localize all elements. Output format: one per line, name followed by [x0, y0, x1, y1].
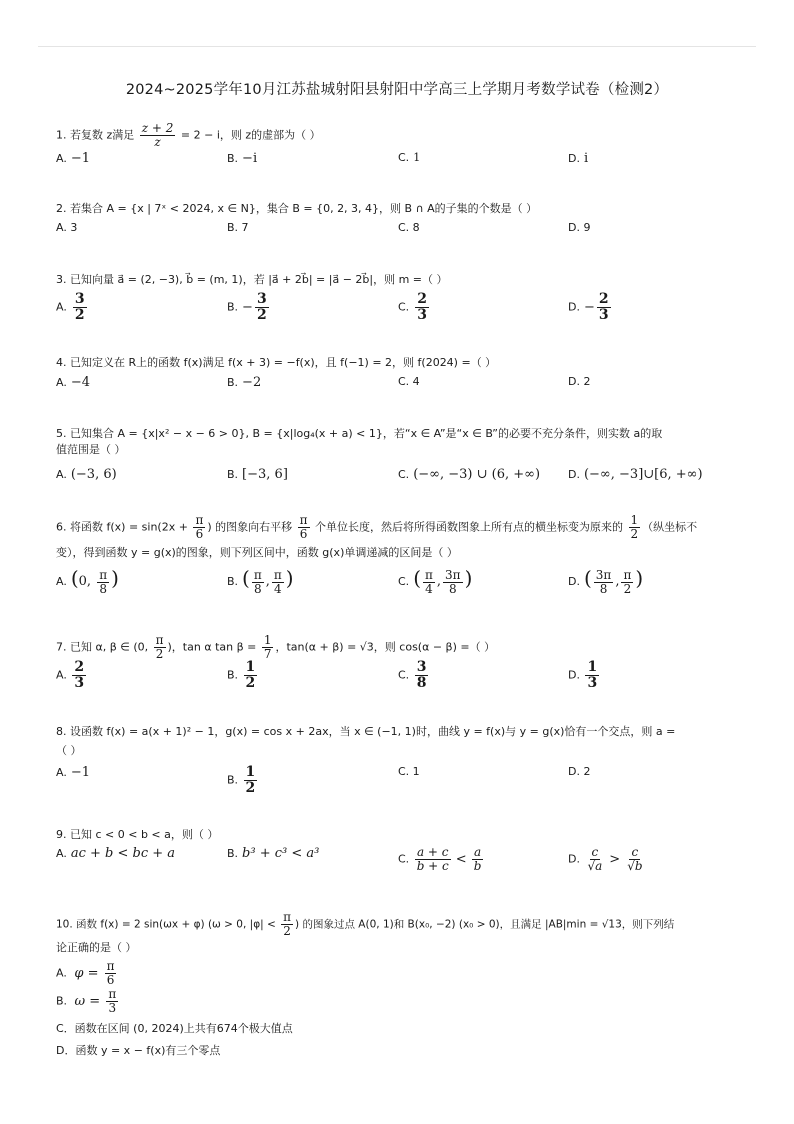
q10-frac — [281, 911, 293, 938]
frac-num: 3π — [445, 567, 461, 582]
option-fraction — [106, 988, 118, 1015]
q5-option-d[interactable] — [568, 467, 703, 482]
q2-option-b[interactable]: B. 7 — [227, 221, 249, 234]
option-label: B. — [227, 773, 239, 787]
q9-option-a[interactable] — [56, 846, 175, 861]
frac-num: π — [106, 959, 115, 973]
interval-end-fraction — [272, 569, 284, 596]
option-value: ac + b < bc + a — [70, 846, 176, 861]
frac-den: 8 — [599, 581, 608, 596]
question-2: 2. 若集合 A = {x | 7ˣ < 2024, x ∈ N}，集合 B = {0, 2, 3, 4}，则 B ∩ A的子集的个数是（ ） — [56, 202, 538, 215]
frac-num: 3 — [256, 291, 267, 307]
q5-options — [56, 467, 736, 507]
option-label: D. — [568, 668, 580, 682]
option-fraction — [72, 660, 86, 691]
q7-text-mid: )，tan α tan β = — [167, 640, 260, 654]
option-label: A. — [56, 668, 67, 682]
option-label: B. — [227, 152, 239, 165]
frac-num: c — [631, 845, 639, 859]
frac-num: 2 — [598, 291, 609, 307]
rhs-fraction — [625, 846, 644, 873]
question-4: 4. 已知定义在 R上的函数 f(x)满足 f(x + 3) = −f(x)，且 f(−1) = 2，则 f(2024) =（ ） — [56, 356, 497, 369]
frac-num: π — [425, 567, 433, 582]
q6-text-c: 个单位长度，然后将所得函数图象上所有点的横坐标变为原来的 — [311, 520, 627, 534]
question-9: 9. 已知 c < 0 < b < a，则（ ） — [56, 828, 219, 841]
question-6 — [56, 514, 746, 561]
option-label: B. — [227, 847, 239, 860]
option-fraction — [244, 765, 258, 796]
q1-fraction — [140, 122, 176, 149]
lhs-fraction — [415, 846, 451, 873]
q6-option-c[interactable]: C. ( $\frac{\pi}{4}$ , $\frac{3\pi}{8}$ ) — [398, 566, 473, 596]
frac-den: 2 — [283, 924, 291, 938]
q6-frac-1 — [193, 514, 205, 541]
option-value: b³ + c³ < a³ — [242, 846, 320, 861]
q4-option-a[interactable] — [56, 375, 90, 390]
interval-end-fraction — [443, 569, 463, 596]
question-10 — [56, 911, 746, 956]
q3-option-a[interactable] — [56, 292, 89, 323]
q2-options — [56, 221, 736, 261]
frac-den: √a — [587, 859, 603, 873]
question-8 — [56, 724, 746, 759]
option-sign: − — [583, 299, 595, 315]
frac-num: 1 — [245, 764, 256, 780]
interval-end-fraction — [621, 569, 633, 596]
question-5 — [56, 426, 746, 458]
q10-option-c[interactable]: C．函数在区间 (0, 2024)上共有674个极大值点 — [56, 1022, 293, 1035]
frac-den: 2 — [245, 675, 256, 691]
frac-num: π — [283, 910, 292, 924]
frac-den: 3 — [598, 307, 609, 323]
q5-option-a[interactable] — [56, 467, 117, 482]
q6-frac-2 — [298, 514, 310, 541]
option-label: B. — [227, 575, 239, 588]
frac-num: 2 — [417, 291, 427, 307]
q5-line-2: 值范围是（ ） — [56, 443, 126, 456]
q7-frac-1 — [154, 634, 166, 661]
q6-option-a[interactable]: A. (0, $\frac{\pi}{8}$ ) — [56, 566, 119, 596]
q8-line-2: （ ） — [56, 744, 82, 757]
option-value: (−∞, −3]∪[6, +∞) — [583, 467, 703, 482]
frac-num: 3 — [416, 659, 427, 675]
q10-line-2: 论正确的是（ ） — [56, 941, 137, 954]
option-label: C. — [398, 151, 410, 164]
frac-den: 2 — [630, 527, 639, 541]
frac-den: 8 — [253, 581, 262, 596]
q7-text-pre: 7. 已知 α, β ∈ (0, — [56, 640, 152, 654]
q10-line-1 — [56, 911, 746, 938]
frac-num: 1 — [587, 659, 598, 675]
q3-option-d[interactable] — [568, 292, 613, 323]
frac-den: 2 — [245, 780, 256, 796]
option-value: −1 — [70, 765, 90, 780]
option-label: A. — [56, 376, 67, 389]
frac-den: 6 — [299, 527, 308, 541]
q7-option-b[interactable] — [227, 660, 259, 691]
q8-option-b[interactable] — [227, 765, 259, 796]
q2-option-c[interactable]: C. 8 — [398, 221, 420, 234]
frac-num: a + c — [416, 845, 449, 859]
q5-line-1: 5. 已知集合 A = {x|x² − x − 6 > 0}, B = {x|log₄(x + a) < 1}，若“x ∈ A”是“x ∈ B”的必要不充分条件，则实数 a的取 — [56, 427, 663, 440]
option-fraction — [73, 292, 87, 323]
option-label: D. — [568, 575, 580, 588]
q4-option-b[interactable] — [227, 375, 261, 390]
option-value: (−3, 6) — [70, 467, 117, 482]
frac-den: 4 — [425, 581, 433, 596]
comparison-op: < — [455, 851, 467, 867]
q7-text-post: ，tan(α + β) = √3，则 cos(α − β) =（ ） — [275, 640, 496, 654]
frac-num: 1 — [630, 513, 639, 527]
q10-text-pre: 10. 函数 f(x) = 2 sin(ωx + φ) (ω > 0, |φ| < — [56, 918, 280, 931]
q6-option-d[interactable]: D. ( $\frac{3\pi}{8}$ , $\frac{\pi}{2}$ ) — [568, 566, 644, 596]
option-label: B. — [227, 300, 239, 314]
q6-line-2: 变），得到函数 y = g(x)的图象，则下列区间中，函数 g(x)单调递减的区间是（ ） — [56, 546, 458, 559]
frac-den: 6 — [195, 527, 204, 541]
q8-option-c[interactable]: C. 1 — [398, 765, 420, 778]
option-fraction — [244, 660, 258, 691]
q4-option-c[interactable]: C. 4 — [398, 375, 420, 388]
frac-num: π — [99, 567, 108, 582]
interval-start-fraction — [423, 569, 435, 596]
option-fraction — [105, 960, 117, 987]
q7-option-a[interactable] — [56, 660, 88, 691]
q1-option-c[interactable] — [398, 151, 420, 164]
frac-den: 2 — [155, 647, 164, 661]
q1-option-d[interactable] — [568, 151, 588, 166]
q10-text-post: ) 的图象过点 A(0, 1)和 B(x₀, −2) (x₀ > 0)，且满足 |AB|min = √13，则下列结 — [295, 918, 675, 931]
q3-option-c[interactable] — [398, 292, 431, 323]
q4-options — [56, 375, 736, 415]
q6-options — [56, 566, 736, 606]
option-value: −i — [242, 151, 258, 166]
header-divider — [38, 46, 756, 47]
q7-frac-2 — [262, 634, 274, 661]
frac-num: a — [473, 845, 482, 859]
option-value: 1 — [413, 151, 421, 164]
lhs-fraction — [585, 846, 604, 873]
option-label: B. — [227, 376, 239, 389]
option-label: B. — [56, 994, 68, 1008]
frac-den: 3 — [74, 675, 85, 691]
option-label: C. — [398, 852, 410, 866]
q1-option-a[interactable] — [56, 151, 90, 166]
q1-options — [56, 151, 736, 191]
option-value: [−3, 6] — [242, 467, 288, 482]
option-label: A. — [56, 966, 67, 980]
frac-den: 2 — [74, 307, 85, 323]
option-label: C. — [398, 300, 410, 314]
option-fraction — [415, 660, 429, 691]
option-variable: φ = — [74, 965, 103, 981]
option-value: −2 — [242, 375, 262, 390]
q1-option-b[interactable] — [227, 151, 257, 166]
frac-den: 6 — [106, 973, 115, 987]
option-label: A. — [56, 575, 67, 588]
page-title: 2024~2025学年10月江苏盐城射阳县射阳中学高三上学期月考数学试卷（检测2） — [125, 82, 669, 98]
interval-start-fraction — [594, 569, 614, 596]
q6-text-a: 6. 将函数 f(x) = sin(2x + — [56, 520, 192, 534]
frac-num: 3π — [595, 567, 612, 582]
q10-option-a[interactable] — [56, 960, 118, 987]
interval-end-fraction — [97, 569, 109, 596]
option-fraction — [255, 292, 269, 323]
question-3: 3. 已知向量 a⃗ = (2, −3), b⃗ = (m, 1)，若 |a⃗ + 2b⃗| = |a⃗ − 2b⃗|，则 m =（ ） — [56, 273, 448, 286]
q2-option-d[interactable]: D. 9 — [568, 221, 591, 234]
q10-option-b[interactable] — [56, 988, 120, 1015]
frac-num: c — [591, 845, 599, 859]
frac-den: 7 — [263, 647, 272, 661]
frac-den: 4 — [274, 581, 282, 596]
frac-num: 1 — [245, 659, 256, 675]
frac-den: 8 — [99, 581, 107, 596]
option-value: −1 — [70, 151, 90, 166]
q6-text-b: ) 的图象向右平移 — [207, 520, 296, 534]
q3-option-b[interactable] — [227, 292, 271, 323]
option-value: (−∞, −3) ∪ (6, +∞) — [413, 467, 541, 482]
q1-stem-pre: 1. 若复数 z满足 — [56, 128, 138, 142]
option-label: C. — [398, 468, 410, 481]
q8-line-1: 8. 设函数 f(x) = a(x + 1)² − 1，g(x) = cos x + 2ax，当 x ∈ (−1, 1)时，曲线 y = f(x)与 y = g(x)恰有一个交点，则 a = — [56, 725, 676, 738]
q8-options — [56, 765, 736, 805]
option-label: D. — [568, 300, 580, 314]
option-label: C. — [398, 575, 410, 588]
frac-num: 1 — [263, 633, 272, 647]
option-label: B. — [227, 468, 239, 481]
frac-den: 2 — [256, 307, 267, 323]
q6-text-d: （纵坐标不 — [642, 520, 698, 534]
option-fraction — [597, 292, 611, 323]
frac-den: 8 — [416, 675, 427, 691]
frac-den: b + c — [416, 859, 449, 873]
q1-frac-num: z + 2 — [141, 121, 174, 135]
frac-den: √b — [627, 859, 643, 873]
frac-num: π — [299, 513, 308, 527]
frac-den: 3 — [108, 1001, 117, 1015]
q6-line-1 — [56, 514, 746, 541]
frac-num: 3 — [74, 291, 85, 307]
option-variable: ω = — [74, 993, 105, 1009]
option-label: B. — [227, 668, 239, 682]
q9-option-c[interactable] — [398, 846, 485, 873]
q5-option-c[interactable] — [398, 467, 540, 482]
option-label: A. — [56, 152, 67, 165]
interval-start-fraction — [252, 569, 264, 596]
interval-start: 0 — [78, 574, 87, 589]
frac-num: 2 — [74, 659, 85, 675]
frac-den: 8 — [448, 581, 457, 596]
q1-stem-post: = 2 − i，则 z的虚部为（ ） — [177, 128, 321, 142]
option-label: D. — [568, 852, 580, 866]
frac-den: b — [473, 859, 482, 873]
frac-num: π — [253, 567, 262, 582]
q7-options — [56, 660, 736, 700]
option-value: i — [583, 151, 589, 166]
q9-option-b[interactable] — [227, 846, 319, 861]
q8-option-d[interactable]: D. 2 — [568, 765, 591, 778]
q9-options — [56, 846, 736, 886]
frac-num: π — [273, 567, 282, 582]
frac-den: 3 — [587, 675, 598, 691]
rhs-fraction — [472, 846, 484, 873]
frac-den: 3 — [417, 307, 427, 323]
option-sign: − — [242, 299, 253, 315]
q9-option-d[interactable] — [568, 846, 647, 873]
q3-options — [56, 292, 736, 332]
frac-num: π — [195, 513, 204, 527]
q5-option-b[interactable] — [227, 467, 288, 482]
option-label: D. — [568, 152, 580, 165]
option-label: C. — [398, 668, 410, 682]
frac-num: π — [155, 633, 164, 647]
frac-num: π — [108, 987, 117, 1001]
q8-option-a[interactable] — [56, 765, 90, 780]
question-1 — [56, 122, 716, 149]
frac-den: 2 — [623, 581, 632, 596]
option-label: D. — [568, 468, 580, 481]
option-label: A. — [56, 300, 67, 314]
option-fraction — [415, 292, 429, 323]
option-label: A. — [56, 847, 67, 860]
q7-option-c[interactable] — [398, 660, 430, 691]
option-label: A. — [56, 766, 67, 779]
frac-num: π — [623, 567, 632, 582]
q10-option-d[interactable]: D．函数 y = x − f(x)有三个零点 — [56, 1044, 221, 1057]
comparison-op: > — [609, 851, 621, 867]
q2-option-a[interactable]: A. 3 — [56, 221, 78, 234]
question-7 — [56, 634, 746, 661]
q1-frac-den: z — [154, 135, 161, 149]
option-label: A. — [56, 468, 67, 481]
option-fraction — [585, 660, 599, 691]
q7-option-d[interactable] — [568, 660, 601, 691]
option-value: −4 — [70, 375, 90, 390]
q4-option-d[interactable]: D. 2 — [568, 375, 591, 388]
q6-frac-3 — [629, 514, 641, 541]
q6-option-b[interactable]: B. ( $\frac{\pi}{8}$ , $\frac{\pi}{4}$ ) — [227, 566, 294, 596]
